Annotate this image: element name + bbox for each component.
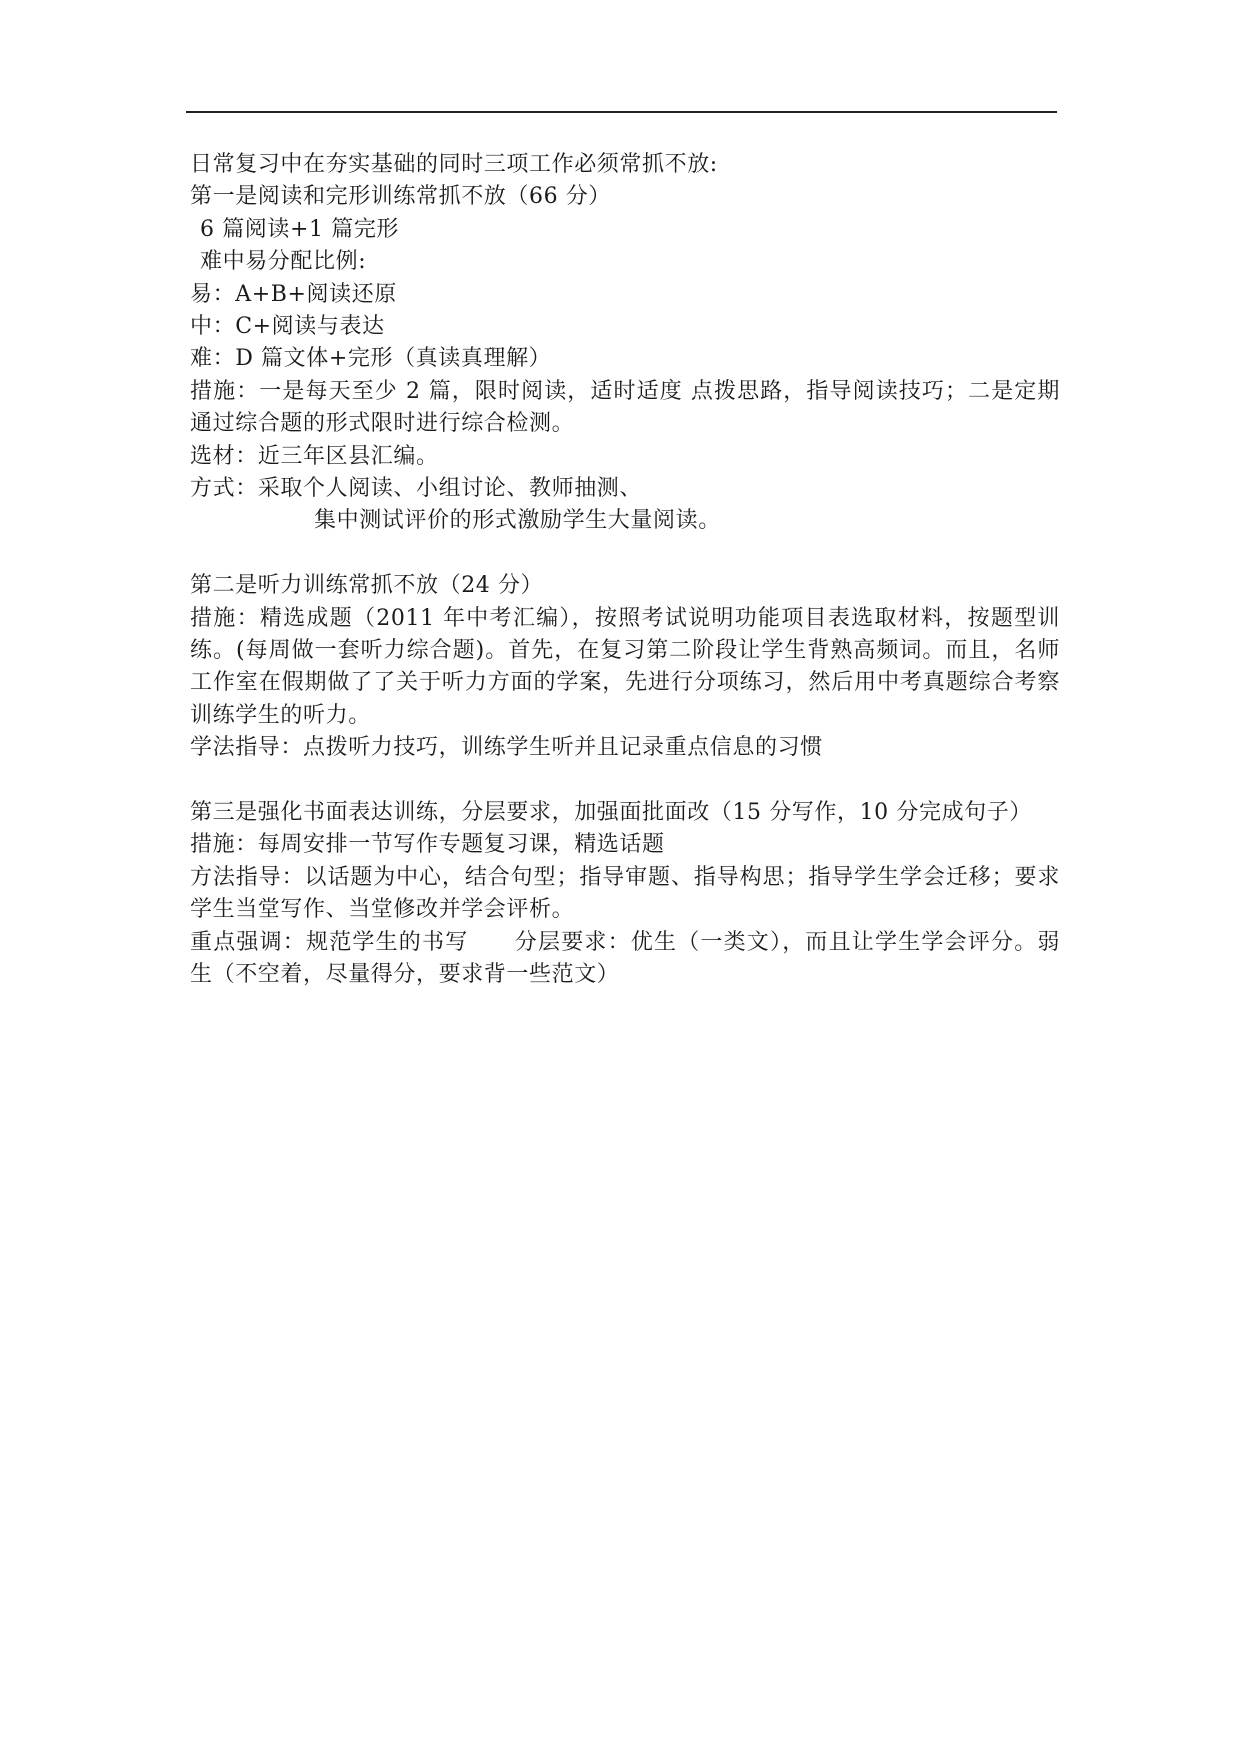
section1-hard: 难：D 篇文体+完形（真读真理解） — [190, 346, 552, 372]
header-rule — [186, 111, 1057, 113]
spacer — [190, 538, 1060, 570]
section1-method-line1: 方式：采取个人阅读、小组讨论、教师抽测、 — [190, 475, 643, 501]
section1-easy: 易：A+B+阅读还原 — [190, 281, 397, 307]
section2-title: 第二是听力训练常抓不放（24 分） — [190, 573, 544, 599]
section3-measures: 措施：每周安排一节写作专题复习课，精选话题 — [190, 832, 665, 858]
document-body — [190, 149, 1060, 991]
section1-title: 第一是阅读和完形训练常抓不放（66 分） — [190, 184, 611, 210]
section3-method: 方法指导：以话题为中心，结合句型；指导审题、指导构思；指导学生学会迁移；要求学生当堂写作、当堂修改并学会评析。 — [190, 864, 1060, 923]
section1-method-line2: 集中测试评价的形式激励学生大量阅读。 — [314, 508, 721, 534]
spacer — [190, 765, 1060, 797]
section1-measures: 措施：一是每天至少 2 篇，限时阅读，适时适度 点拨思路，指导阅读技巧；二是定期通过综合题的形式限时进行综合检测。 — [190, 378, 1060, 437]
section2-measures: 措施：精选成题（2011 年中考汇编），按照考试说明功能项目表选取材料，按题型训练。(每周做一套听力综合题)。首先，在复习第二阶段让学生背熟高频词。而且，名师工作室在假期做了了关于听力方面的学案，先进行分项练习，然后用中考真题综合考察训练学生的听力。 — [190, 605, 1060, 728]
section1-ratio-label: 难中易分配比例: — [200, 249, 367, 275]
section3-emphasis: 重点强调：规范学生的书写 分层要求：优生（一类文），而且让学生学会评分。弱生（不空着，尽量得分，要求背一些范文） — [190, 929, 1060, 987]
section3-title: 第三是强化书面表达训练，分层要求，加强面批面改（15 分写作，10 分完成句子） — [190, 799, 1032, 825]
section2-guidance: 学法指导：点拨听力技巧，训练学生听并且记录重点信息的习惯 — [190, 735, 823, 761]
section1-materials: 选材：近三年区县汇编。 — [190, 443, 439, 469]
section1-composition: 6 篇阅读+1 篇完形 — [200, 216, 400, 242]
intro-line: 日常复习中在夯实基础的同时三项工作必须常抓不放: — [190, 152, 718, 177]
section1-medium: 中：C+阅读与表达 — [190, 313, 385, 339]
